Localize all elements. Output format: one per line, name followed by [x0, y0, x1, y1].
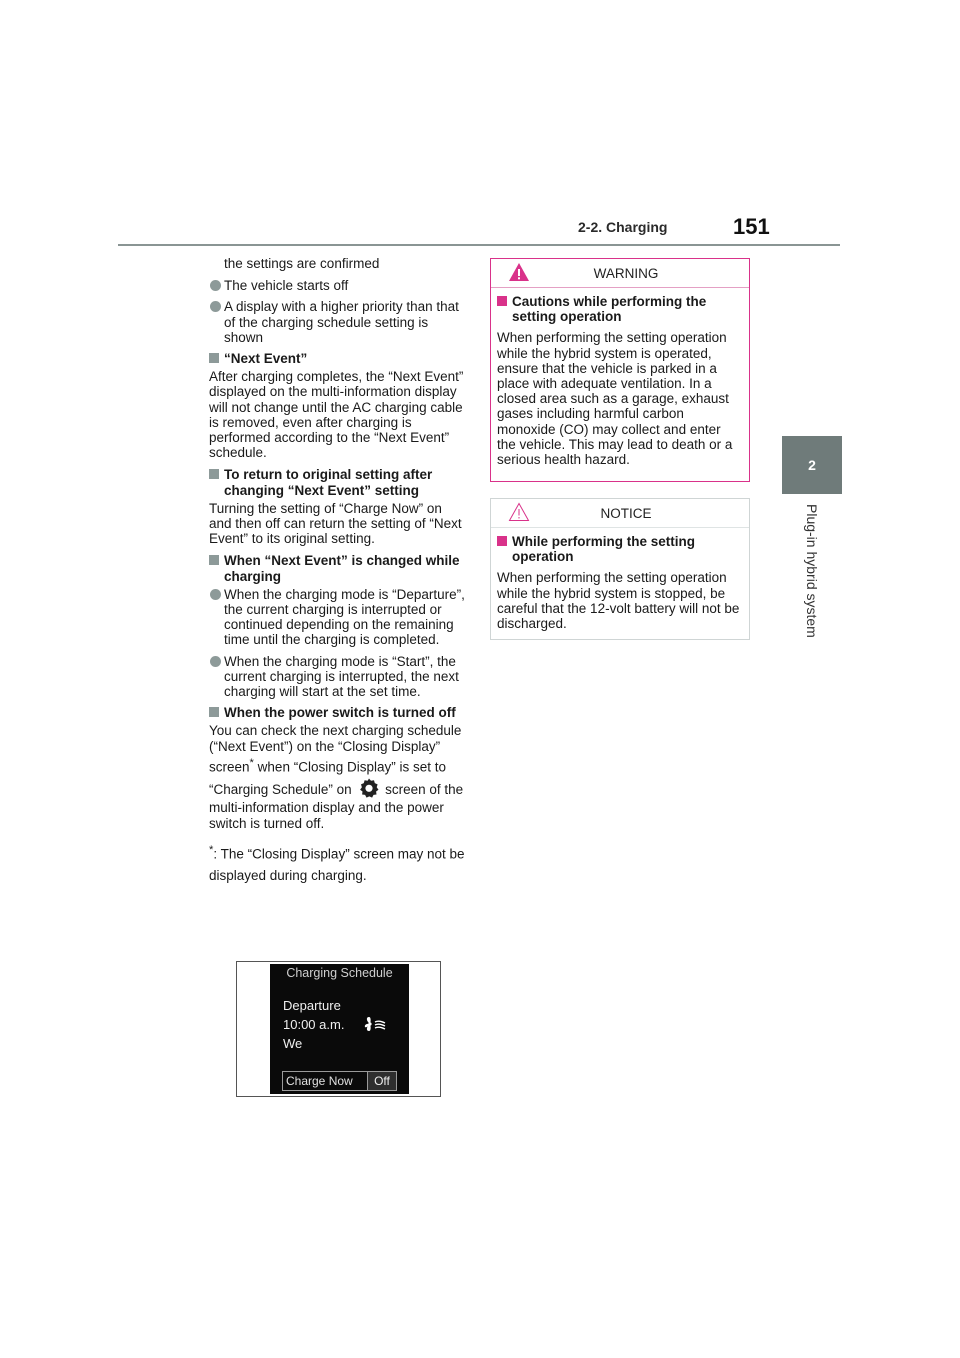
- warning-heading: Cautions while performing the setting operation: [497, 294, 743, 324]
- bullet-dot-icon: [210, 301, 221, 312]
- next-event-body: After charging completes, the “Next Event” displayed on the multi-information display will not change until the AC charging cable is removed, even after charging is performed according to the “Next Event” schedule.: [209, 369, 464, 461]
- warning-box: [490, 258, 750, 482]
- notice-body: When performing the setting operation while the hybrid system is stopped, be careful that the 12-volt battery will not be discharged.: [497, 570, 740, 632]
- screen-title: Charging Schedule: [286, 966, 393, 980]
- header-divider: [118, 244, 840, 246]
- chapter-number: 2: [808, 457, 816, 473]
- list-item: A display with a higher priority than that of the charging schedule setting is shown: [209, 299, 467, 345]
- notice-heading: While performing the setting operation: [497, 534, 743, 564]
- departure-label: Departure: [283, 998, 341, 1013]
- left-column: [209, 256, 467, 894]
- fan-icon: [363, 1015, 387, 1033]
- list-item: When the charging mode is “Start”, the current charging is interrupted, the next charging will start at the set time.: [209, 654, 467, 700]
- charge-now-toggle[interactable]: [282, 1071, 397, 1091]
- square-bullet-icon: [209, 353, 219, 363]
- bullet-dot-icon: [210, 589, 221, 600]
- chapter-tab[interactable]: [782, 436, 842, 494]
- return-setting-body: Turning the setting of “Charge Now” on and then off can return the setting of “Next Event” to its original setting.: [209, 500, 462, 547]
- square-bullet-icon: [497, 296, 507, 306]
- warning-triangle-icon: [508, 262, 530, 282]
- page-number: 151: [733, 214, 770, 239]
- square-bullet-icon: [209, 469, 219, 479]
- gear-icon: [357, 776, 381, 800]
- bullet-dot-icon: [210, 656, 221, 667]
- charging-schedule-screen: [270, 964, 409, 1094]
- square-bullet-icon: [209, 707, 219, 717]
- warning-title: WARNING: [593, 265, 659, 281]
- next-event-heading: “Next Event”: [209, 351, 467, 366]
- bullet-dot-icon: [210, 280, 221, 291]
- return-setting-heading: To return to original setting after changing “Next Event” setting: [209, 467, 467, 497]
- continued-text: the settings are confirmed: [224, 256, 380, 271]
- changed-while-charging-heading: When “Next Event” is changed while charging: [209, 553, 467, 583]
- notice-box: [490, 498, 750, 640]
- chapter-label: Plug-in hybrid system: [804, 504, 820, 638]
- notice-triangle-icon: [508, 502, 530, 522]
- square-bullet-icon: [209, 555, 219, 565]
- square-bullet-icon: [497, 536, 507, 546]
- section-title: 2-2. Charging: [578, 219, 668, 235]
- warning-header: [491, 259, 749, 288]
- notice-header: [491, 499, 749, 528]
- list-item: The vehicle starts off: [209, 278, 467, 293]
- charge-now-label: Charge Now: [286, 1074, 353, 1088]
- list-item: When the charging mode is “Departure”, the current charging is interrupted or continued depending on the remaining time until the charging is completed.: [209, 587, 467, 648]
- toggle-state: Off: [367, 1072, 396, 1090]
- power-off-heading: When the power switch is turned off: [209, 705, 467, 720]
- departure-time: 10:00 a.m.: [283, 1017, 345, 1032]
- departure-day: We: [283, 1036, 303, 1051]
- power-off-body: You can check the next charging schedule (“Next Event”) on the “Closing Display” screen* when “Closing Display” is set to “Charging Schedule” on screen of the multi-information display and the power switch is turned off.: [209, 723, 464, 831]
- warning-body: When performing the setting operation while the hybrid system is operated, ensure that the vehicle is parked in a place with adequate ventilation. In a closed area such as a garage, exhaust gases including harmful carbon monoxide (CO) may collect and enter the vehicle. This may lead to death or a serious health hazard.: [497, 330, 733, 468]
- footnote: *: The “Closing Display” screen may not be displayed during charging.: [209, 843, 465, 884]
- notice-title: NOTICE: [600, 505, 652, 521]
